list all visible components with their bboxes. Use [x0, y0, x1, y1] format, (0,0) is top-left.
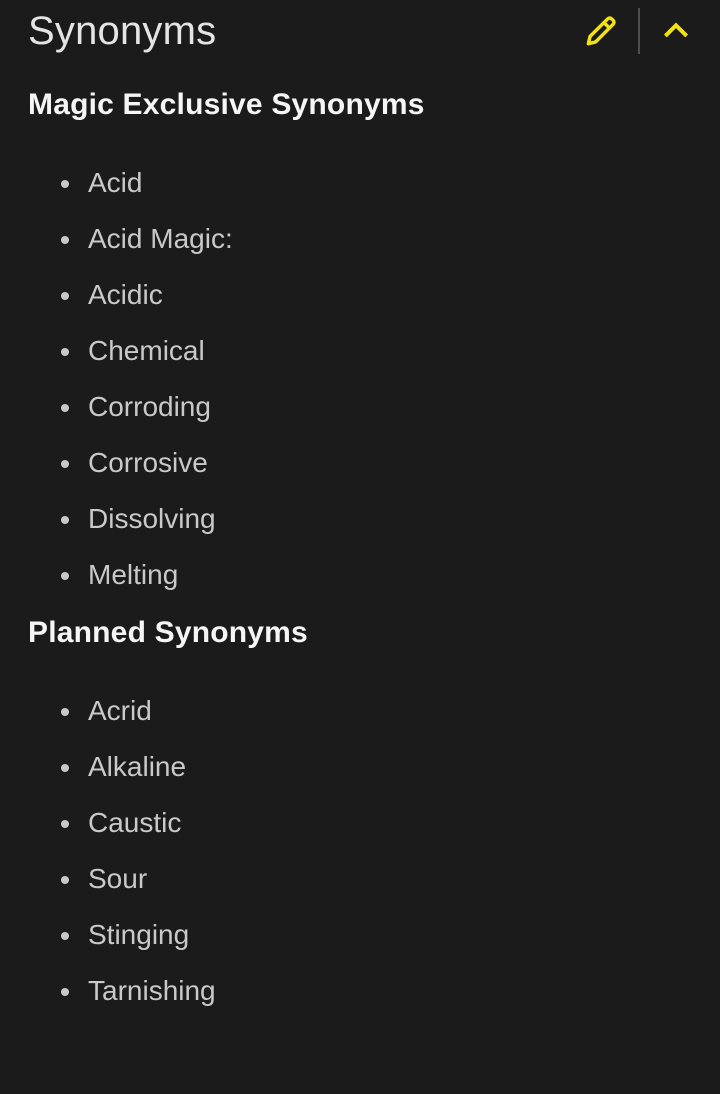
- list-item: • Caustic: [84, 808, 696, 838]
- planned-synonyms-list: [28, 696, 696, 1006]
- subsection-heading-magic-exclusive: Magic Exclusive Synonyms: [28, 88, 425, 121]
- list-item: • Chemical: [84, 336, 696, 366]
- list-item: • Alkaline: [84, 752, 696, 782]
- list-item: • Acrid: [84, 696, 696, 726]
- list-item: • Corroding: [84, 392, 696, 422]
- section-title: Synonyms: [28, 8, 217, 53]
- subsection-heading-planned: Planned Synonyms: [28, 616, 308, 649]
- header-controls: [582, 8, 696, 54]
- list-item: • Acid Magic:: [84, 224, 696, 254]
- list-item: • Tarnishing: [84, 976, 696, 1006]
- collapse-button[interactable]: [656, 14, 696, 48]
- header-divider: [638, 8, 640, 54]
- list-item: • Stinging: [84, 920, 696, 950]
- chevron-up-icon: [656, 14, 696, 48]
- list-item: • Dissolving: [84, 504, 696, 534]
- edit-button[interactable]: [582, 12, 620, 50]
- list-item: • Sour: [84, 864, 696, 894]
- magic-exclusive-synonyms-list: [28, 168, 696, 590]
- list-item: • Acidic: [84, 280, 696, 310]
- section-header: [28, 8, 696, 54]
- list-item: • Acid: [84, 168, 696, 198]
- list-item: • Corrosive: [84, 448, 696, 478]
- pencil-icon: [582, 12, 620, 50]
- section-body: [28, 88, 696, 1006]
- list-item: • Melting: [84, 560, 696, 590]
